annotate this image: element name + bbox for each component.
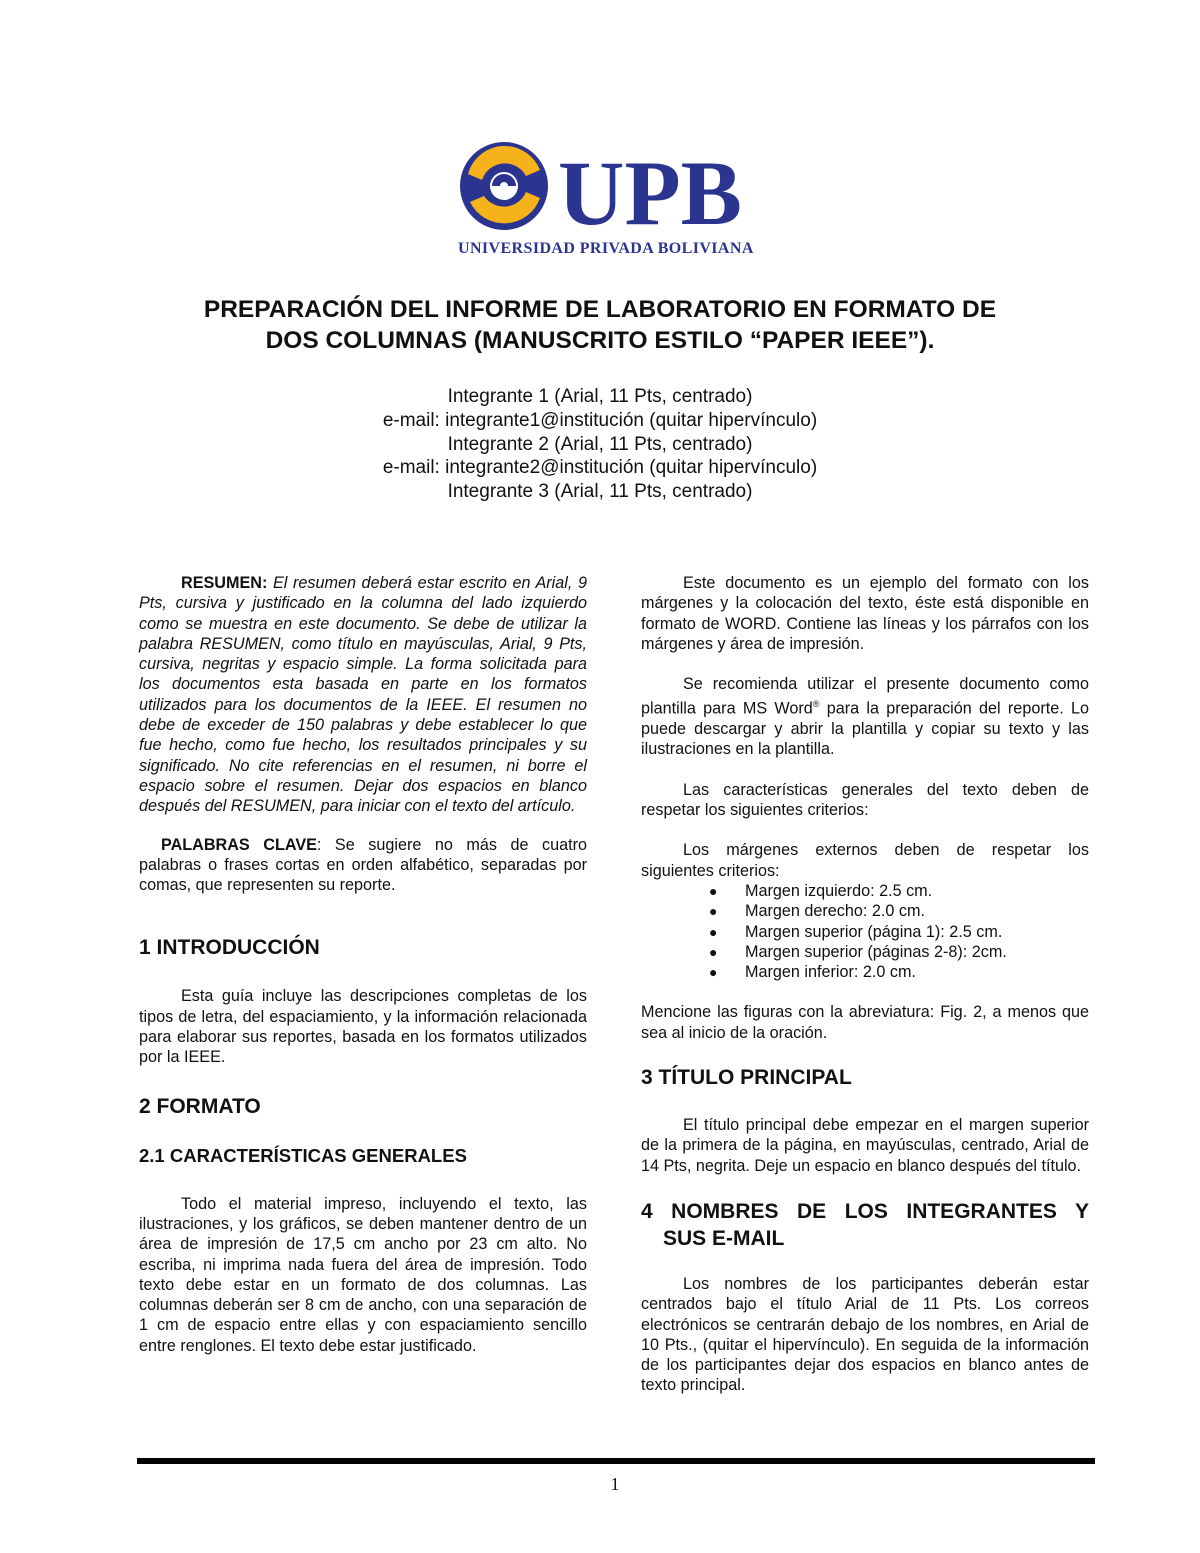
heading-nombres-line1: 4 NOMBRES DE LOS INTEGRANTES Y [641, 1199, 1089, 1223]
list-item [641, 962, 1089, 982]
caracteristicas-paragraph: Todo el material impreso, incluyendo el texto, las ilustraciones, y los gráficos, se deben mantener dentro de un área de impresión de 17,5 cm ancho por 23 cm alto. No escriba, ni imprima nada fuera del área de impresión. Todo texto debe estar en un formato de dos columnas. Las columnas deberán ser 8 cm de ancho, con una separación de 1 cm de espacio entre ellas y con espaciamiento sencillo entre renglones. El texto debe estar justificado. [139, 1194, 587, 1355]
list-item-text: Margen inferior: 2.0 cm. [745, 963, 916, 982]
keywords-label: PALABRAS CLAVE [161, 835, 317, 854]
list-item-text: Margen superior (páginas 2-8): 2cm. [745, 942, 1007, 961]
titulo-paragraph: El título principal debe empezar en el margen superior de la primera de la página, en mayúsculas, centrado, Arial de 14 Pts, negrita. Deje un espacio en blanco después del título. [641, 1116, 1089, 1175]
list-item [641, 922, 1089, 942]
left-column [139, 573, 587, 1356]
author-line: Integrante 2 (Arial, 11 Pts, centrado) [447, 433, 753, 455]
bullet-icon: ● [709, 943, 718, 960]
bullet-icon: ● [709, 903, 718, 920]
keywords-paragraph [139, 835, 587, 896]
logo-subtitle: UNIVERSIDAD PRIVADA BOLIVIANA [458, 240, 754, 257]
author-line: e-mail: integrante2@institución (quitar hipervínculo) [382, 457, 818, 479]
bullet-icon: ● [709, 964, 718, 981]
title-line: PREPARACIÓN DEL INFORME DE LABORATORIO EN FORMATO DE [203, 296, 997, 323]
template-paragraph [641, 674, 1089, 760]
template-text-b: para la preparación del reporte. Lo puede descargar y abrir la plantilla y copiar su texto y las ilustraciones en la plantilla. [641, 699, 1089, 759]
nombres-paragraph: Los nombres de los participantes deberán estar centrados bajo el título Arial de 11 Pts. Los correos electrónicos se centrarán debajo de los nombres, en Arial de 10 Pts., (quitar el hipervínculo). En seguida de la información de los participantes dejar dos espacios en blanco antes de texto principal. [641, 1274, 1089, 1395]
heading-introduccion: 1 INTRODUCCIÓN [139, 936, 320, 960]
heading-titulo-principal: 3 TÍTULO PRINCIPAL [641, 1066, 852, 1090]
right-column [641, 573, 1089, 1396]
margins-list [641, 881, 1089, 982]
author-line: Integrante 1 (Arial, 11 Pts, centrado) [447, 386, 753, 407]
list-item-text: Margen izquierdo: 2.5 cm. [745, 881, 933, 900]
intro-paragraph: Esta guía incluye las descripciones completas de los tipos de letra, del espaciamiento, y la información relacionada para elaborar sus reportes, basada en los formatos utilizados por la IEEE. [139, 987, 587, 1067]
margins-intro-paragraph: Los márgenes externos deben de respetar los siguientes criterios: [641, 841, 1089, 880]
figures-paragraph: Mencione las figuras con la abreviatura: Fig. 2, a menos que sea al inicio de la oración. [641, 1003, 1089, 1042]
logo-wordmark: UPB [558, 142, 742, 240]
abstract-paragraph [139, 573, 587, 817]
intro-format-paragraph: Este documento es un ejemplo del formato con los márgenes y la colocación del texto, éste está disponible en formato de WORD. Contiene las líneas y los párrafos con los márgenes y área de impresión. [641, 574, 1089, 653]
list-item [641, 881, 1089, 901]
title-line: DOS COLUMNAS (MANUSCRITO ESTILO “PAPER IEEE”). [265, 327, 935, 354]
list-item-text: Margen derecho: 2.0 cm. [745, 902, 925, 921]
heading-caracteristicas: 2.1 CARACTERÍSTICAS GENERALES [139, 1144, 467, 1166]
heading-nombres-line2: SUS E-MAIL [663, 1226, 785, 1250]
bullet-icon: ● [709, 923, 718, 940]
template-text-a: Se recomienda utilizar el presente documento como plantilla para MS Word [641, 675, 1089, 718]
criteria-paragraph: Las características generales del texto deben de respetar los siguientes criterios: [641, 780, 1089, 820]
author-line: Integrante 3 (Arial, 11 Pts, centrado) [447, 481, 753, 503]
upb-emblem-icon [456, 140, 776, 240]
footer-rule [137, 1458, 1095, 1464]
author-block [200, 385, 1000, 504]
university-logo [456, 140, 776, 264]
abstract-text: El resumen deberá estar escrito en Arial, 9 Pts, cursiva y justificado en la columna del lado izquierdo como se muestra en este documento. Se debe de utilizar la palabra RESUMEN, como título en mayúsculas, Arial, 9 Pts, cursiva, negritas y espacio simple. La forma solicitada para los documentos esta basada en parte en los formatos utilizados para los documentos de la IEEE. El resumen no debe de exceder de 150 palabras y debe establecer lo que fue hecho, como fue hecho, los resultados principales y su significado. No cite referencias en el resumen, ni borre el espacio sobre el resumen. Dejar dos espacios en blanco después del RESUMEN, para iniciar con el texto del artículo. [139, 574, 587, 816]
page-number: 1 [610, 1474, 620, 1494]
registered-mark: ® [812, 699, 820, 710]
author-line: e-mail: integrante1@institución (quitar hipervínculo) [382, 409, 818, 431]
bullet-icon: ● [709, 882, 718, 899]
abstract-label: RESUMEN: [181, 574, 268, 592]
keywords-text: : Se sugiere no más de cuatro palabras o frases cortas en orden alfabético, separadas por comas, que representen su reporte. [139, 835, 587, 895]
list-item [641, 901, 1089, 921]
list-item-text: Margen superior (página 1): 2.5 cm. [745, 922, 1003, 941]
paper-title [130, 294, 1070, 356]
list-item [641, 942, 1089, 962]
heading-formato: 2 FORMATO [139, 1094, 261, 1118]
